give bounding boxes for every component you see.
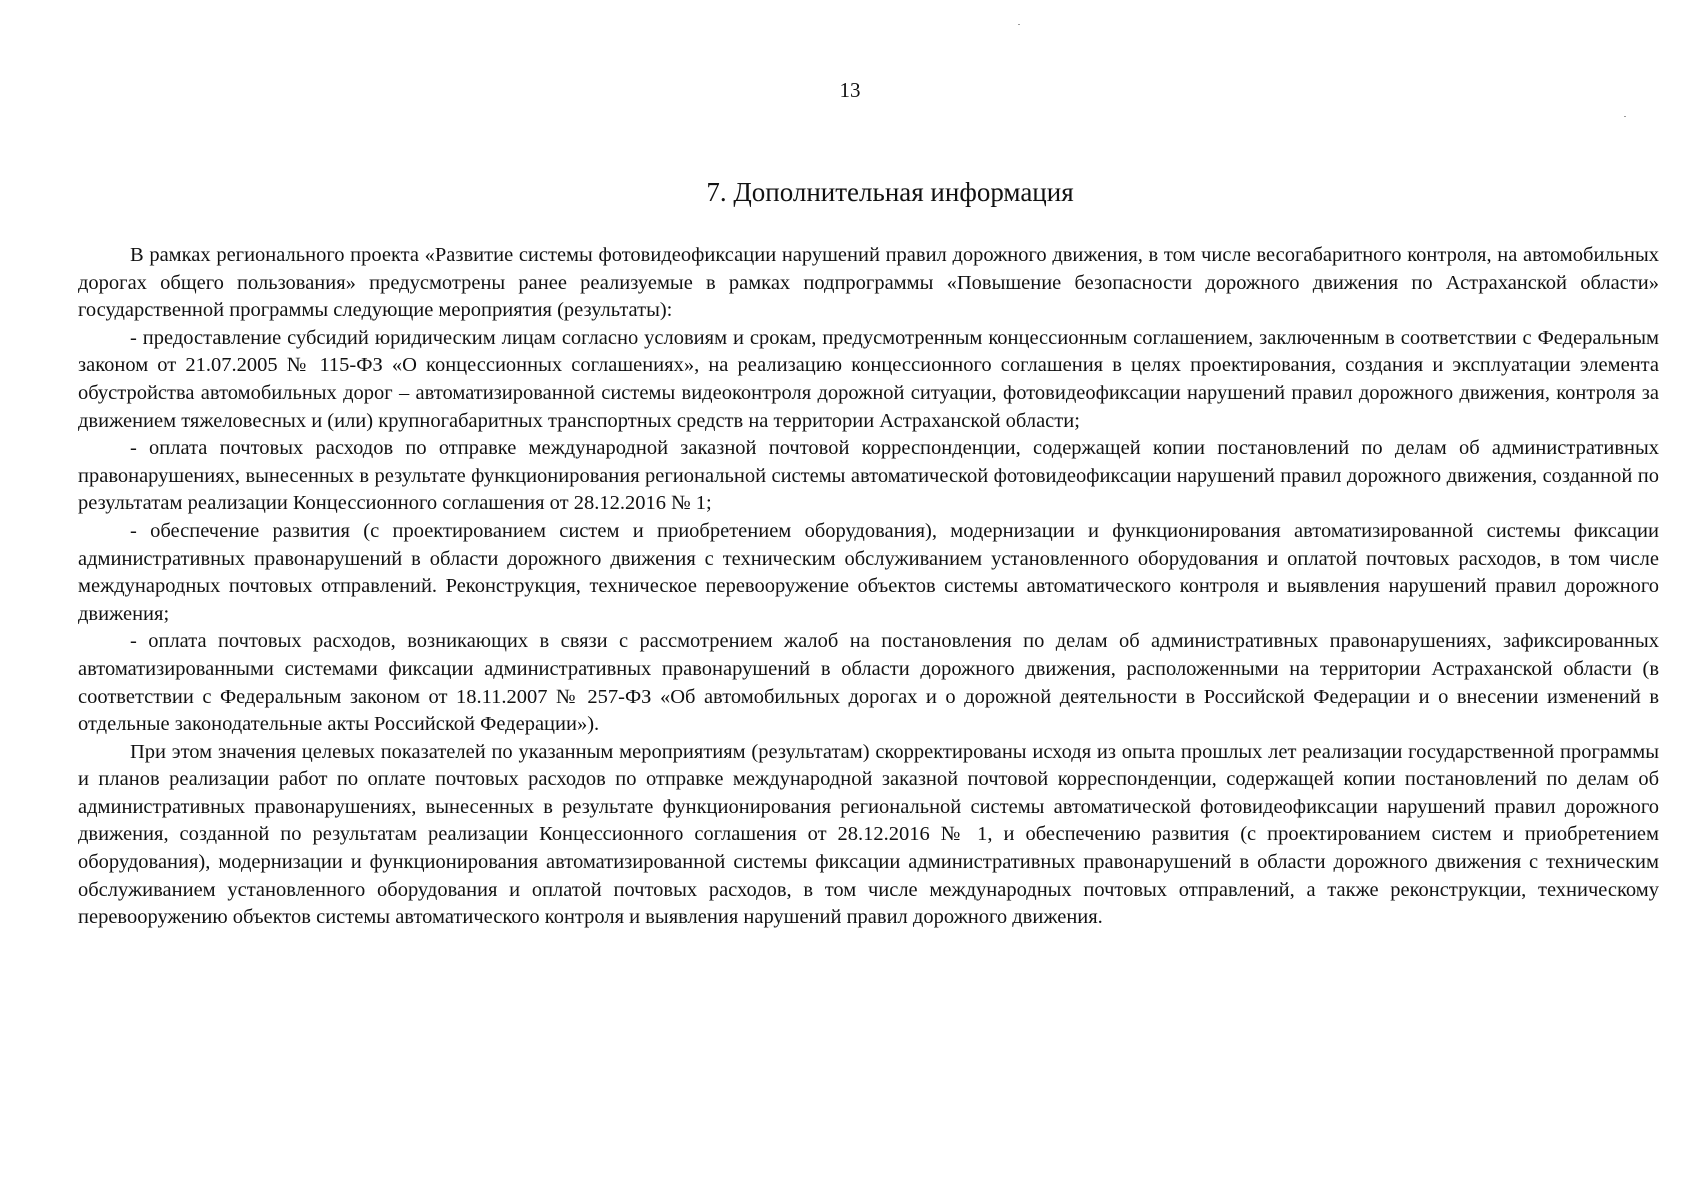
- paragraph-subsidies: - предоставление субсидий юридическим лицам согласно условиям и срокам, предусмотренным концессионным соглашением, заключенным в соответствии с Федеральным законом от 21.07.2005 № 115-ФЗ «О концессионных соглашениях», на реализацию концессионного соглашения в целях проектирования, создания и эксплуатации элемента обустройства автомобильных дорог – автоматизированной системы видеоконтроля дорожной ситуации, фотовидеофиксации нарушений правил дорожного движения, контроля за движением тяжеловесных и (или) крупногабаритных транспортных средств на территории Астраханской области;: [78, 326, 1659, 432]
- paragraph-postal-international: - оплата почтовых расходов по отправке международной заказной почтовой корреспонденции, содержащей копии постановлений по делам об административных правонарушениях, вынесенных в результате функционирования региональной системы автоматической фотовидеофиксации нарушений правил дорожного движения, созданной по результатам реализации Концессионного соглашения от 28.12.2016 № 1;: [78, 437, 1659, 515]
- paragraph-target-indicators: При этом значения целевых показателей по указанным мероприятиям (результатам) скорректированы исходя из опыта прошлых лет реализации государственной программы и планов реализации работ по оплате почтовых расходов по отправке международной заказной почтовой корреспонденции, содержащей копии постановлений по делам об административных правонарушениях, вынесенных в результате функционирования региональной системы автоматической фотовидеофиксации нарушений правил дорожного движения, созданной по результатам реализации Концессионного соглашения от 28.12.2016 № 1, и обеспечению развития (с проектированием систем и приобретением оборудования), модернизации и функционирования автоматизированной системы фиксации административных правонарушений в области дорожного движения с техническим обслуживанием установленного оборудования и оплатой почтовых расходов, в том числе международных почтовых отправлений, а также реконструкции, техническому перевооружению объектов системы автоматического контроля и выявления нарушений правил дорожного движения.: [78, 740, 1659, 929]
- page-number: 13: [839, 78, 861, 102]
- document-body: [78, 242, 1659, 932]
- paragraph-intro: В рамках регионального проекта «Развитие системы фотовидеофиксации нарушений правил дорожного движения, в том числе весогабаритного контроля, на автомобильных дорогах общего пользования» предусмотрены ранее реализуемые в рамках подпрограммы «Повышение безопасности дорожного движения по Астраханской области» государственной программы следующие мероприятия (результаты):: [78, 244, 1659, 322]
- paragraph-system-development: - обеспечение развития (с проектированием систем и приобретением оборудования), модернизации и функционирования автоматизированной системы фиксации административных правонарушений в области дорожного движения с техническим обслуживанием установленного оборудования и оплатой почтовых расходов, в том числе международных почтовых отправлений. Реконструкция, техническое перевооружение объектов системы автоматического контроля и выявления нарушений правил дорожного движения;: [78, 519, 1659, 625]
- paragraph-postal-complaints: - оплата почтовых расходов, возникающих в связи с рассмотрением жалоб на постановления по делам об административных правонарушениях, зафиксированных автоматизированными системами фиксации административных правонарушений в области дорожного движения, расположенными на территории Астраханской области (в соответствии с Федеральным законом от 18.11.2007 № 257-ФЗ «Об автомобильных дорогах и о дорожной деятельности в Российской Федерации и о внесении изменений в отдельные законодательные акты Российской Федерации»).: [78, 630, 1659, 736]
- scan-speck: [1624, 116, 1626, 117]
- scan-speck: [1018, 24, 1020, 25]
- section-title: 7. Дополнительная информация: [706, 177, 1074, 207]
